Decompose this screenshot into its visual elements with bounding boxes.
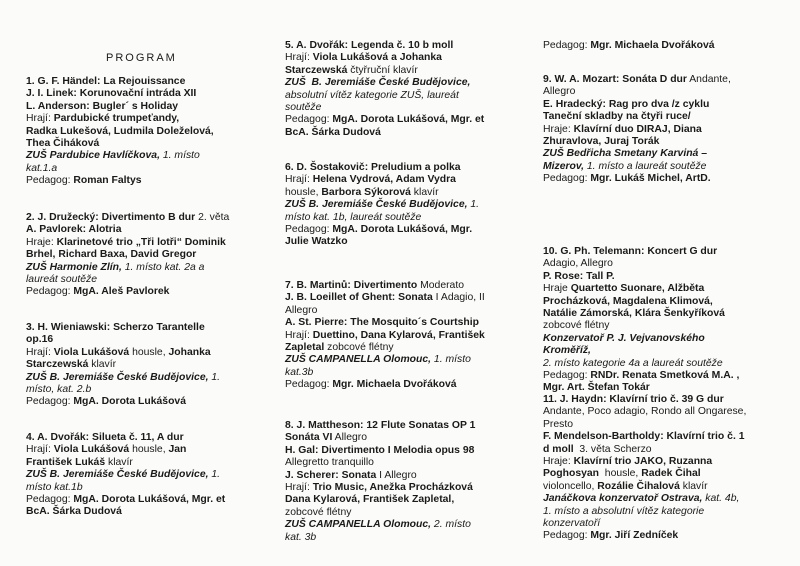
program-line xyxy=(26,212,276,224)
program-text: Pedagog: xyxy=(543,40,591,51)
program-item-7 xyxy=(285,280,535,392)
program-text: Mizerov, xyxy=(543,160,584,172)
program-text: ZUŠ CAMPANELLA Olomouc, xyxy=(285,519,432,531)
program-text: Taneční skladby na čtyři ruce/ xyxy=(543,111,691,123)
program-line xyxy=(285,127,535,139)
program-text: 8. J. Mattheson: 12 Flute Sonatas OP 1 xyxy=(285,420,476,431)
program-line xyxy=(26,506,276,518)
program-line xyxy=(26,334,276,346)
program-item-1 xyxy=(26,76,276,188)
program-item-5 xyxy=(285,40,535,139)
program-line xyxy=(543,283,798,295)
program-text: 1. místo kat. 2a a xyxy=(121,261,205,273)
program-text: Starczewská xyxy=(26,359,89,371)
program-text: Andante, xyxy=(686,74,731,85)
program-text: Pedagog: xyxy=(543,530,591,542)
program-text: Poghosyan xyxy=(543,468,600,480)
program-text: ZUŠ B. Jeremiáše České Budějovice, xyxy=(26,371,209,383)
program-text: zobcové flétny xyxy=(324,342,394,354)
program-text: Hraje: xyxy=(543,123,574,135)
program-text: 2. věta xyxy=(195,212,230,223)
program-line xyxy=(26,249,276,261)
program-text: Klavírní duo DIRAJ, Diana xyxy=(573,123,702,135)
program-text: housle, xyxy=(285,186,322,198)
program-text: ZUŠ Pardubice Havlíčkova, xyxy=(26,150,160,162)
program-line xyxy=(285,90,535,102)
program-text: 1. xyxy=(208,371,221,383)
program-text: Jan xyxy=(168,444,187,456)
program-item-10 xyxy=(543,246,798,395)
program-text: Mgr. Art. Štefan Tokár xyxy=(543,382,650,394)
program-line xyxy=(285,445,535,457)
program-line xyxy=(543,296,798,308)
program-line xyxy=(285,212,535,224)
program-text: Viola Lukášová a Johanka xyxy=(312,52,442,64)
program-line xyxy=(543,271,798,283)
program-line xyxy=(285,65,535,77)
program-line xyxy=(285,367,535,379)
program-text: 3. věta Scherzo xyxy=(573,443,652,455)
program-text: ZUŠ B. Jeremiáše České Budějovice, xyxy=(285,199,468,211)
program-line xyxy=(543,173,798,185)
program-line xyxy=(543,124,798,136)
program-line xyxy=(26,150,276,162)
program-text: Starczewská xyxy=(285,64,348,76)
program-text: Klarinetové trio „Tři lotři“ Dominik xyxy=(56,236,226,248)
program-line xyxy=(285,532,535,544)
program-text: 1. místo a absolutní vítěz kategorie xyxy=(543,505,705,517)
program-line xyxy=(26,444,276,456)
program-text: 3. H. Wieniawski: Scherzo Tarantelle xyxy=(26,322,205,333)
program-text: Duettino, Dana Kylarová, František xyxy=(312,329,485,341)
program-text: J. I. Linek: Korunovační intráda XII xyxy=(26,88,197,100)
program-text: ZUŠ CAMPANELLA Olomouc, xyxy=(285,354,432,366)
program-line xyxy=(543,40,798,52)
program-text: Sonáta VI xyxy=(285,432,333,444)
program-text: Moderato xyxy=(417,280,465,291)
program-text: Natálie Zámorská, Klára Šenkyříková xyxy=(543,308,725,320)
program-line xyxy=(543,99,798,111)
program-text: Procházková, Magdalena Klimová, xyxy=(543,295,713,307)
program-line xyxy=(285,482,535,494)
program-text: RNDr. Renata Smetková M.A. , xyxy=(590,370,740,382)
program-line xyxy=(543,456,798,468)
program-line xyxy=(26,482,276,494)
program-line xyxy=(543,518,798,530)
program-line xyxy=(543,86,798,98)
program-text: Zapletal xyxy=(285,342,325,354)
program-text: Pedagog: xyxy=(26,494,74,506)
program-text: Allegretto tranquillo xyxy=(285,457,374,469)
program-item-7-teacher xyxy=(543,40,798,52)
program-line xyxy=(285,236,535,248)
program-text: Konzervatoř P. J. Vejvanovského xyxy=(543,332,705,344)
program-line xyxy=(26,494,276,506)
program-line xyxy=(285,379,535,391)
program-text: d moll xyxy=(543,443,574,455)
program-text: Rozálie Čihalová xyxy=(597,480,680,492)
program-text: BcA. Šárka Dudová xyxy=(285,126,381,138)
program-text: Quartetto Suonare, Alžběta xyxy=(570,283,705,295)
program-text: Pedagog: xyxy=(543,173,591,185)
program-text: Julie Watzko xyxy=(285,236,348,248)
program-text: kat. 3b xyxy=(285,531,317,543)
program-line xyxy=(26,322,276,334)
program-text: konzervatoří xyxy=(543,518,601,530)
program-line xyxy=(543,345,798,357)
program-line xyxy=(285,342,535,354)
program-line xyxy=(26,101,276,113)
program-text: Dana Kylarová, František Zapletal, xyxy=(285,494,455,506)
program-line xyxy=(543,161,798,173)
program-line xyxy=(285,507,535,519)
program-text: housle, xyxy=(129,346,169,358)
program-text: 1. místo xyxy=(431,354,471,366)
program-text: L. Anderson: Bugler´ s Holiday xyxy=(26,100,179,112)
program-line xyxy=(26,384,276,396)
program-line xyxy=(285,224,535,236)
program-line xyxy=(543,468,798,480)
program-text: Pedagog: xyxy=(26,175,74,187)
program-text: 2. J. Družecký: xyxy=(26,212,102,223)
program-text: Kroměříž, xyxy=(543,345,591,357)
program-text: Pedagog: xyxy=(26,396,74,408)
program-line xyxy=(543,320,798,332)
program-line xyxy=(543,530,798,542)
program-line xyxy=(543,358,798,370)
program-text: Hraje: xyxy=(26,236,57,248)
program-text: místo kat. 1b, laureát soutěže xyxy=(285,211,422,223)
program-line xyxy=(543,74,798,86)
program-line xyxy=(285,40,535,52)
program-text: 5. A. Dvořák: Legenda č. 10 b moll xyxy=(285,40,454,51)
program-line xyxy=(543,111,798,123)
program-text: Presto xyxy=(543,418,574,430)
program-item-3 xyxy=(26,322,276,409)
program-text: 10. G. Ph. Telemann: Koncert G dur xyxy=(543,246,718,257)
program-text: 6. D. Šostakovič: Preludium a polka xyxy=(285,162,461,173)
program-line xyxy=(26,237,276,249)
program-line xyxy=(285,280,535,292)
program-text: 1. místo xyxy=(159,150,200,162)
program-text: Hrají: xyxy=(26,346,54,358)
program-text: Thea Čiháková xyxy=(26,138,100,150)
program-text: 1. G. F. Händel: La Rejouissance xyxy=(26,76,186,87)
program-line xyxy=(285,174,535,186)
program-text: Pedagog: xyxy=(285,379,333,391)
program-text: housle, xyxy=(129,444,169,456)
program-line xyxy=(26,88,276,100)
program-text: 7. B. Martinů: Divertimento xyxy=(285,280,418,291)
program-line xyxy=(285,317,535,329)
program-line xyxy=(285,292,535,304)
program-text: čtyřruční klavír xyxy=(347,64,418,76)
program-line xyxy=(285,187,535,199)
program-line xyxy=(285,457,535,469)
program-line xyxy=(543,148,798,160)
program-line xyxy=(26,432,276,444)
program-text: Helena Vydrová, Adam Vydra xyxy=(312,174,456,186)
program-line xyxy=(543,382,798,394)
program-text: 1. místo a laureát soutěže xyxy=(584,160,707,172)
program-line xyxy=(543,258,798,270)
program-text: klavír xyxy=(679,480,708,492)
program-line xyxy=(26,286,276,298)
program-heading: PROGRAM xyxy=(106,52,177,64)
program-line xyxy=(26,262,276,274)
program-line xyxy=(285,77,535,89)
program-text: Viola Lukášová xyxy=(53,346,130,358)
program-line xyxy=(285,354,535,366)
program-text: zobcové flétny xyxy=(543,320,610,332)
program-item-2 xyxy=(26,212,276,299)
program-text: Hraje xyxy=(543,283,571,295)
program-item-6 xyxy=(285,162,535,249)
program-line xyxy=(285,162,535,174)
program-line xyxy=(26,113,276,125)
program-text: Allegro xyxy=(285,304,318,316)
program-text: Brhel, Richard Baxa, David Gregor xyxy=(26,249,197,261)
program-line xyxy=(285,420,535,432)
program-text: Radek Čihal xyxy=(641,468,701,480)
program-text: Hraje: xyxy=(543,456,574,468)
program-text: 2. místo kategorie 4a a laureát soutěže xyxy=(543,357,723,369)
program-line xyxy=(543,370,798,382)
program-text: housle, xyxy=(599,468,642,480)
program-text: Mgr. Michaela Dvořáková xyxy=(332,379,457,391)
program-text: Pardubické trumpeťandy, xyxy=(53,113,180,125)
program-text: A. Pavlorek: Alotria xyxy=(26,224,122,236)
program-line xyxy=(26,372,276,384)
program-text: ZUŠ B. Jeremiáše České Budějovice, xyxy=(26,469,209,481)
program-item-11 xyxy=(543,394,798,543)
program-text: Pedagog: xyxy=(543,370,591,382)
program-text: klavír xyxy=(105,456,133,468)
program-text: klavír xyxy=(88,359,117,371)
program-text: J. Scherer: Sonata xyxy=(285,469,377,481)
program-text: Pedagog: xyxy=(285,114,333,126)
program-text: Mgr. Michaela Dvořáková xyxy=(590,40,715,51)
program-line xyxy=(285,432,535,444)
program-line xyxy=(543,444,798,456)
program-text: ZUŠ Bedřicha Smetany Karviná – xyxy=(543,148,708,160)
program-text: 9. W. A. Mozart: Sonáta D dur xyxy=(543,74,687,85)
program-line xyxy=(26,76,276,88)
program-line xyxy=(26,347,276,359)
program-text: Johanka xyxy=(168,346,211,358)
program-text: H. Gal: Divertimento I Melodia opus 98 xyxy=(285,444,475,456)
program-text: J. B. Loeillet of Ghent: Sonata xyxy=(285,292,433,304)
program-text: Mgr. Jiří Zedníček xyxy=(590,530,679,542)
program-text: Klavírní trio JAKO, Ruzanna xyxy=(573,456,713,468)
program-line xyxy=(543,308,798,320)
program-line xyxy=(285,470,535,482)
program-line xyxy=(543,136,798,148)
program-text: František Lukáš xyxy=(26,456,106,468)
program-line xyxy=(543,419,798,431)
program-line xyxy=(285,114,535,126)
program-text: Hrají: xyxy=(285,482,313,494)
program-text: P. Rose: Tall P. xyxy=(543,270,615,282)
program-text: ZUŠ Harmonie Zlín, xyxy=(26,261,122,273)
program-text: Allegro xyxy=(332,432,368,444)
program-text: A. St. Pierre: The Mosquito´s Courtship xyxy=(285,317,479,329)
program-text: Zhuravlova, Juraj Torák xyxy=(543,136,660,148)
program-text: MgA. Dorota Lukášová, Mgr. et xyxy=(332,114,485,126)
program-text: 1. xyxy=(208,469,221,481)
program-text: violoncello, xyxy=(543,480,598,492)
program-line xyxy=(543,246,798,258)
program-line xyxy=(285,494,535,506)
program-line xyxy=(26,126,276,138)
program-item-8 xyxy=(285,420,535,544)
program-text: MgA. Dorota Lukášová, Mgr. et xyxy=(73,494,226,506)
program-text: 1. xyxy=(467,199,480,211)
program-line xyxy=(285,305,535,317)
program-line xyxy=(26,224,276,236)
program-text: Pedagog: xyxy=(26,286,74,298)
program-line xyxy=(543,493,798,505)
program-text: kat. 4b, xyxy=(702,493,740,505)
program-text: MgA. Dorota Lukášová xyxy=(73,396,186,408)
program-text: I Adagio, II xyxy=(432,292,485,304)
program-text: laureát soutěže xyxy=(26,274,98,286)
program-line xyxy=(285,519,535,531)
program-line xyxy=(543,481,798,493)
program-text: Barbora Sýkorová xyxy=(321,186,411,198)
program-text: Mgr. Lukáš Michel, ArtD. xyxy=(590,173,711,185)
program-text: Hrají: xyxy=(285,52,313,64)
program-line xyxy=(26,457,276,469)
program-text: 2. místo xyxy=(431,519,471,531)
program-text: Allegro xyxy=(543,86,576,98)
program-text: klavír xyxy=(410,186,439,198)
program-line xyxy=(26,359,276,371)
program-text: místo kat.1b xyxy=(26,481,83,493)
program-item-9 xyxy=(543,74,798,186)
program-line xyxy=(26,163,276,175)
program-line xyxy=(285,102,535,114)
program-line xyxy=(543,506,798,518)
program-text: I Allegro xyxy=(376,469,417,481)
program-line xyxy=(26,138,276,150)
program-text: Hrají: xyxy=(26,444,54,456)
program-text: zobcové flétny xyxy=(285,506,352,518)
program-line xyxy=(285,199,535,211)
program-line xyxy=(26,175,276,187)
program-text: Adagio, Allegro xyxy=(543,258,613,270)
program-text: Radka Lukešová, Ludmila Doleželová, xyxy=(26,125,214,137)
program-text: E. Hradecký: Rag pro dva /z cyklu xyxy=(543,98,710,110)
program-text: Hrají: xyxy=(26,113,54,125)
program-text: 11. J. Haydn: Klavírní trio č. 39 G dur xyxy=(543,394,724,405)
program-text: Hrají: xyxy=(285,174,313,186)
program-text: Hrají: xyxy=(285,329,313,341)
program-text: kat.1.a xyxy=(26,162,58,174)
program-text: ZUŠ B. Jeremiáše České Budějovice, xyxy=(285,77,471,89)
program-line xyxy=(543,333,798,345)
program-text: Janáčkova konzervatoř Ostrava, xyxy=(543,493,703,505)
program-text: 4. A. Dvořák: Silueta č. 11, A dur xyxy=(26,432,184,443)
program-text: MgA. Aleš Pavlorek xyxy=(73,286,170,298)
program-text: Andante, Poco adagio, Rondo all Ongarese, xyxy=(543,406,747,418)
program-line xyxy=(26,469,276,481)
program-text: soutěže xyxy=(285,102,322,114)
program-text: BcA. Šárka Dudová xyxy=(26,506,122,518)
program-line xyxy=(26,274,276,286)
program-text: absolutní vítěz kategorie ZUŠ, laureát xyxy=(285,89,459,101)
program-text: F. Mendelson-Bartholdy: Klavírní trio č. 1 xyxy=(543,431,745,443)
program-text: Roman Faltys xyxy=(73,175,142,187)
program-line xyxy=(543,394,798,406)
program-line xyxy=(285,52,535,64)
program-line xyxy=(543,406,798,418)
program-line xyxy=(543,431,798,443)
program-item-4 xyxy=(26,432,276,519)
program-text: MgA. Dorota Lukášová, Mgr. xyxy=(332,224,473,236)
program-text: Pedagog: xyxy=(285,224,333,236)
program-text: op.16 xyxy=(26,334,54,346)
program-text: Trio Music, Anežka Procházková xyxy=(312,482,473,494)
program-text: Divertimento B dur xyxy=(101,212,196,223)
program-line xyxy=(285,330,535,342)
program-text: Viola Lukášová xyxy=(53,444,130,456)
program-line xyxy=(26,396,276,408)
program-text: místo, kat. 2.b xyxy=(26,384,92,396)
program-text: kat.3b xyxy=(285,366,314,378)
